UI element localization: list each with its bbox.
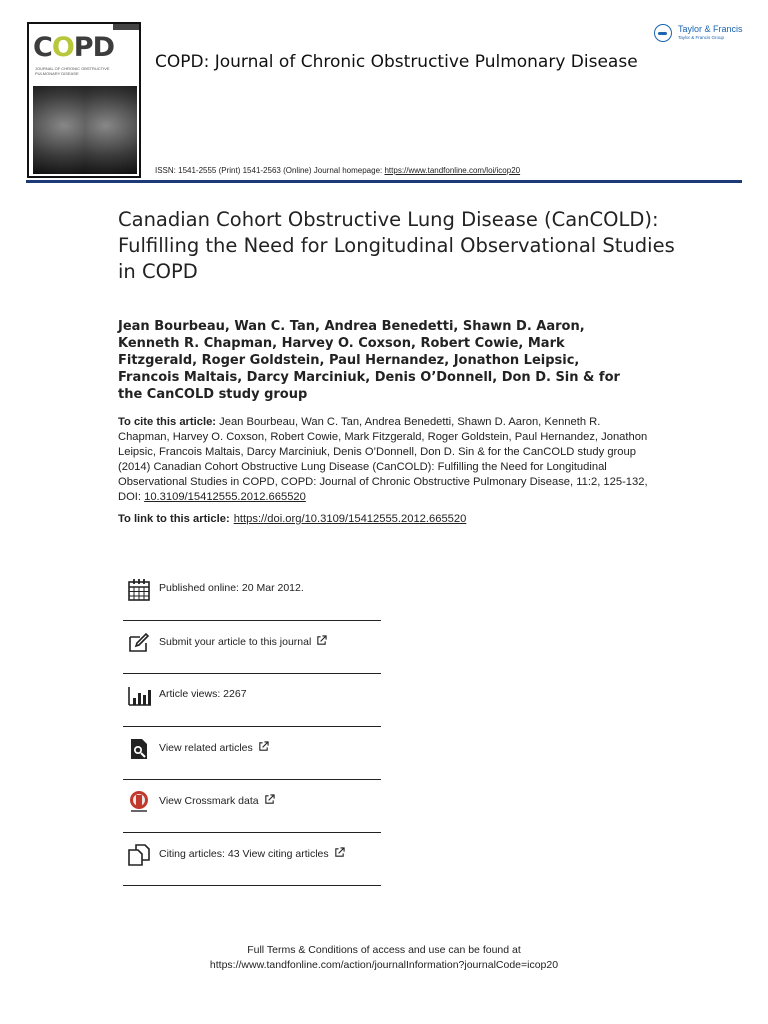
citing-articles-row[interactable] [123, 833, 381, 886]
crossmark-icon [127, 790, 151, 814]
publisher-group: Taylor & Francis Group [678, 35, 725, 40]
published-online-row [123, 568, 381, 621]
bar-chart-icon [127, 684, 151, 708]
taylor-francis-logo-icon [654, 24, 672, 42]
journal-title: COPD: Journal of Chronic Obstructive Pulmonary Disease [155, 52, 638, 72]
external-link-icon [258, 741, 269, 752]
crossmark-link[interactable]: View Crossmark data [159, 794, 275, 807]
issn-line: ISSN: 1541-2555 (Print) 1541-2563 (Online) Journal homepage: https://www.tandfonline.com/loi/icop20 [155, 166, 521, 175]
published-online-text: Published online: 20 Mar 2012. [159, 582, 304, 594]
citation-label: To cite this article: [118, 416, 217, 428]
edit-pencil-icon [127, 631, 151, 655]
citing-documents-icon [127, 843, 151, 867]
related-articles-row[interactable] [123, 727, 381, 780]
terms-url[interactable]: https://www.tandfonline.com/action/journalInformation?journalCode=icop20 [209, 959, 559, 971]
cover-tab [113, 24, 139, 30]
terms-text: Full Terms & Conditions of access and use can be found at [247, 944, 521, 956]
related-articles-link[interactable]: View related articles [159, 741, 269, 754]
cover-header [29, 24, 139, 86]
article-views-row [123, 674, 381, 727]
publisher-name: Taylor & Francis [678, 24, 743, 34]
article-doi-url[interactable]: https://doi.org/10.3109/15412555.2012.665520 [233, 513, 467, 525]
publisher-logo [654, 22, 744, 46]
doi-link[interactable]: 10.3109/15412555.2012.665520 [144, 491, 306, 503]
journal-cover [27, 22, 141, 178]
citing-articles-link[interactable]: Citing articles: 43 View citing articles [159, 847, 345, 860]
journal-homepage-link[interactable]: https://www.tandfonline.com/loi/icop20 [384, 166, 521, 175]
external-link-icon [316, 635, 327, 646]
cover-subtitle: JOURNAL OF CHRONIC OBSTRUCTIVE PULMONARY DISEASE [35, 66, 110, 76]
cover-title: COPD [33, 32, 114, 63]
article-info-list [123, 568, 381, 886]
external-link-icon [334, 847, 345, 858]
article-authors: Jean Bourbeau, Wan C. Tan, Andrea Benedetti, Shawn D. Aaron, Kenneth R. Chapman, Harvey O. Coxson, Robert Cowie, Mark Fitzgerald, Roger Goldstein, Paul Hernandez, Jonathon Leipsic, Francois Maltais, Darcy Marciniuk, Denis O’Donnell, Don D. Sin & for the CanCOLD study group [118, 319, 620, 402]
article-views-text: Article views: 2267 [159, 688, 247, 700]
chest-xray-image [33, 86, 137, 174]
link-label: To link to this article: [118, 513, 230, 525]
submit-article-row[interactable] [123, 621, 381, 674]
external-link-icon [264, 794, 275, 805]
document-search-icon [127, 737, 151, 761]
crossmark-row[interactable] [123, 780, 381, 833]
citation-block: To cite this article: Jean Bourbeau, Wan C. Tan, Andrea Benedetti, Shawn D. Aaron, Kenneth R. Chapman, Harvey O. Coxson, Robert Cowie, Mark Fitzgerald, Roger Goldstein, Paul Hernandez, Jonathon Leipsic, Francois Maltais, Darcy Marciniuk, Denis O’Donnell, Don D. Sin & for the CanCOLD study group (2014) Canadian Cohort Obstructive Lung Disease (CanCOLD): Fulfilling the Need for Longitudinal Observational Studies in COPD, COPD: Journal of Chronic Obstructive Pulmonary Disease, 11:2, 125-132, DOI: 10.3109/15412555.2012.665520 [118, 416, 648, 503]
submit-article-link[interactable]: Submit your article to this journal [159, 635, 327, 648]
article-title: Canadian Cohort Obstructive Lung Disease (CanCOLD): Fulfilling the Need for Longitudinal Observational Studies in COPD [118, 208, 675, 283]
article-link-line [118, 513, 466, 525]
header-rule [26, 180, 742, 183]
calendar-icon [127, 578, 151, 602]
terms-footer [0, 943, 768, 973]
